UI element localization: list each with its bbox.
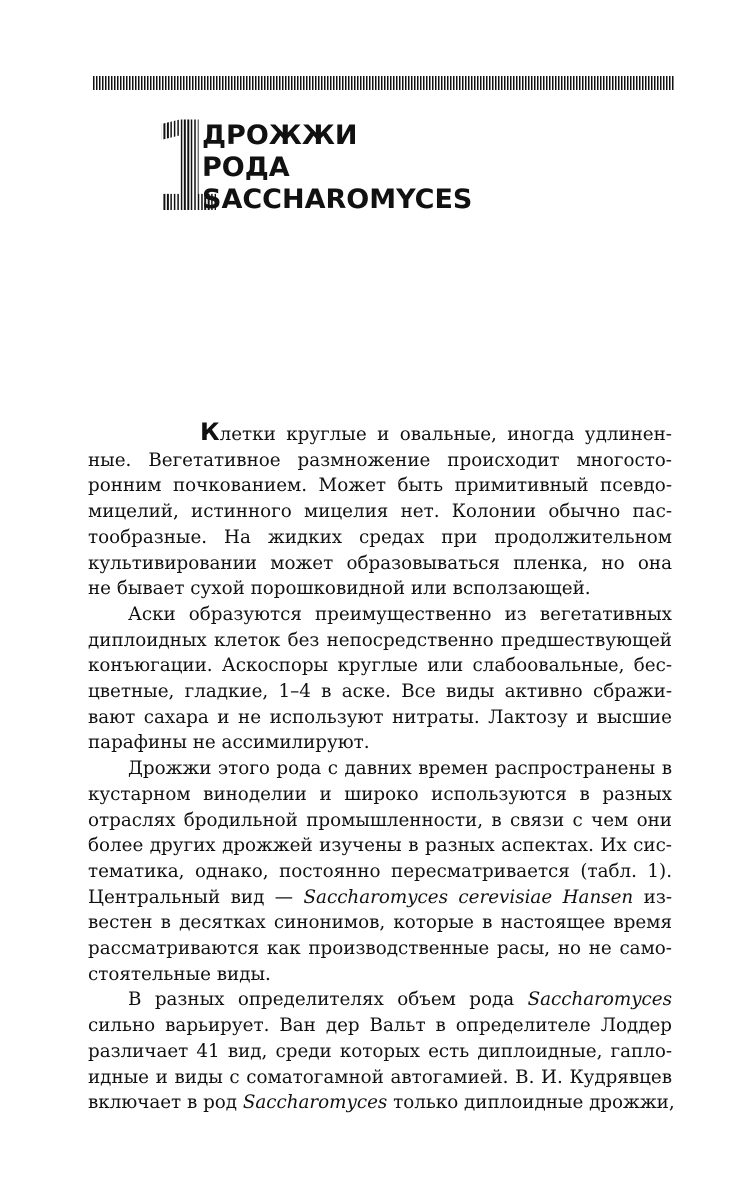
drop-cap: К xyxy=(200,418,220,446)
text-line: тообразные. На жидких средах при продолжительном xyxy=(88,526,672,548)
text-line: включает в род Saccharomyces только диплоидные дрожжи, xyxy=(88,1092,675,1114)
text-line: отраслях бродильной промышленности, в связи с чем они xyxy=(88,809,672,831)
text-line: тематика, однако, постоянно пересматривается (табл. 1). xyxy=(88,860,672,882)
text-line: более других дрожжей изучены в разных аспектах. Их сис- xyxy=(88,835,672,857)
text-line: парафины не ассимилируют. xyxy=(88,732,370,754)
text-line: ные. Вегетативное размножение происходит многосто- xyxy=(88,449,672,471)
text-line: культивировании может образовываться пленка, но она xyxy=(88,552,672,574)
text-line: рассматриваются как производственные расы, но не само- xyxy=(88,938,672,960)
text-line: Клетки круглые и овальные, иногда удлинен- xyxy=(200,418,672,446)
chapter-title-line: РОДА xyxy=(202,152,290,183)
text-line: различает 41 вид, среди которых есть диплоидные, гапло- xyxy=(88,1040,672,1062)
text-line: вестен в десятках синонимов, которые в настоящее время xyxy=(88,912,672,934)
text-line: сильно варьирует. Ван дер Вальт в определителе Лоддер xyxy=(88,1015,672,1037)
chapter-title xyxy=(202,120,472,216)
text-line: цветные, гладкие, 1–4 в аске. Все виды активно сбражи- xyxy=(88,681,672,703)
body-text xyxy=(88,418,675,1116)
text-line: конъюгации. Аскоспоры круглые или слабоовальные, бес- xyxy=(88,655,672,677)
text-line: мицелий, истинного мицелия нет. Колонии обычно пас- xyxy=(88,501,672,523)
text-line: не бывает сухой порошковидной или всползающей. xyxy=(88,578,591,600)
chapter-number: 1 xyxy=(150,96,224,240)
text-line: ронним почкованием. Может быть примитивный псевдо- xyxy=(88,475,672,497)
header-rule xyxy=(93,76,675,90)
text-line: Центральный вид — Saccharomyces cerevisiae Hansen из- xyxy=(88,886,672,908)
text-line: В разных определителях объем рода Saccharomyces xyxy=(128,989,672,1011)
chapter-title-line: SACCHAROMYCES xyxy=(202,184,473,215)
text-line: Аски образуются преимущественно из вегетативных xyxy=(128,603,672,625)
text-line: вают сахара и не используют нитраты. Лактозу и высшие xyxy=(88,706,672,728)
text-line: стоятельные виды. xyxy=(88,963,271,985)
text-line: Дрожжи этого рода с давних времен распространены в xyxy=(128,758,672,780)
text-line: диплоидных клеток без непосредственно предшествующей xyxy=(88,629,672,651)
text-line: кустарном виноделии и широко используются в разных xyxy=(88,783,672,805)
chapter-title-line: ДРОЖЖИ xyxy=(202,120,358,151)
text-line: идные и виды с соматогамной автогамией. В. И. Кудрявцев xyxy=(88,1066,672,1088)
